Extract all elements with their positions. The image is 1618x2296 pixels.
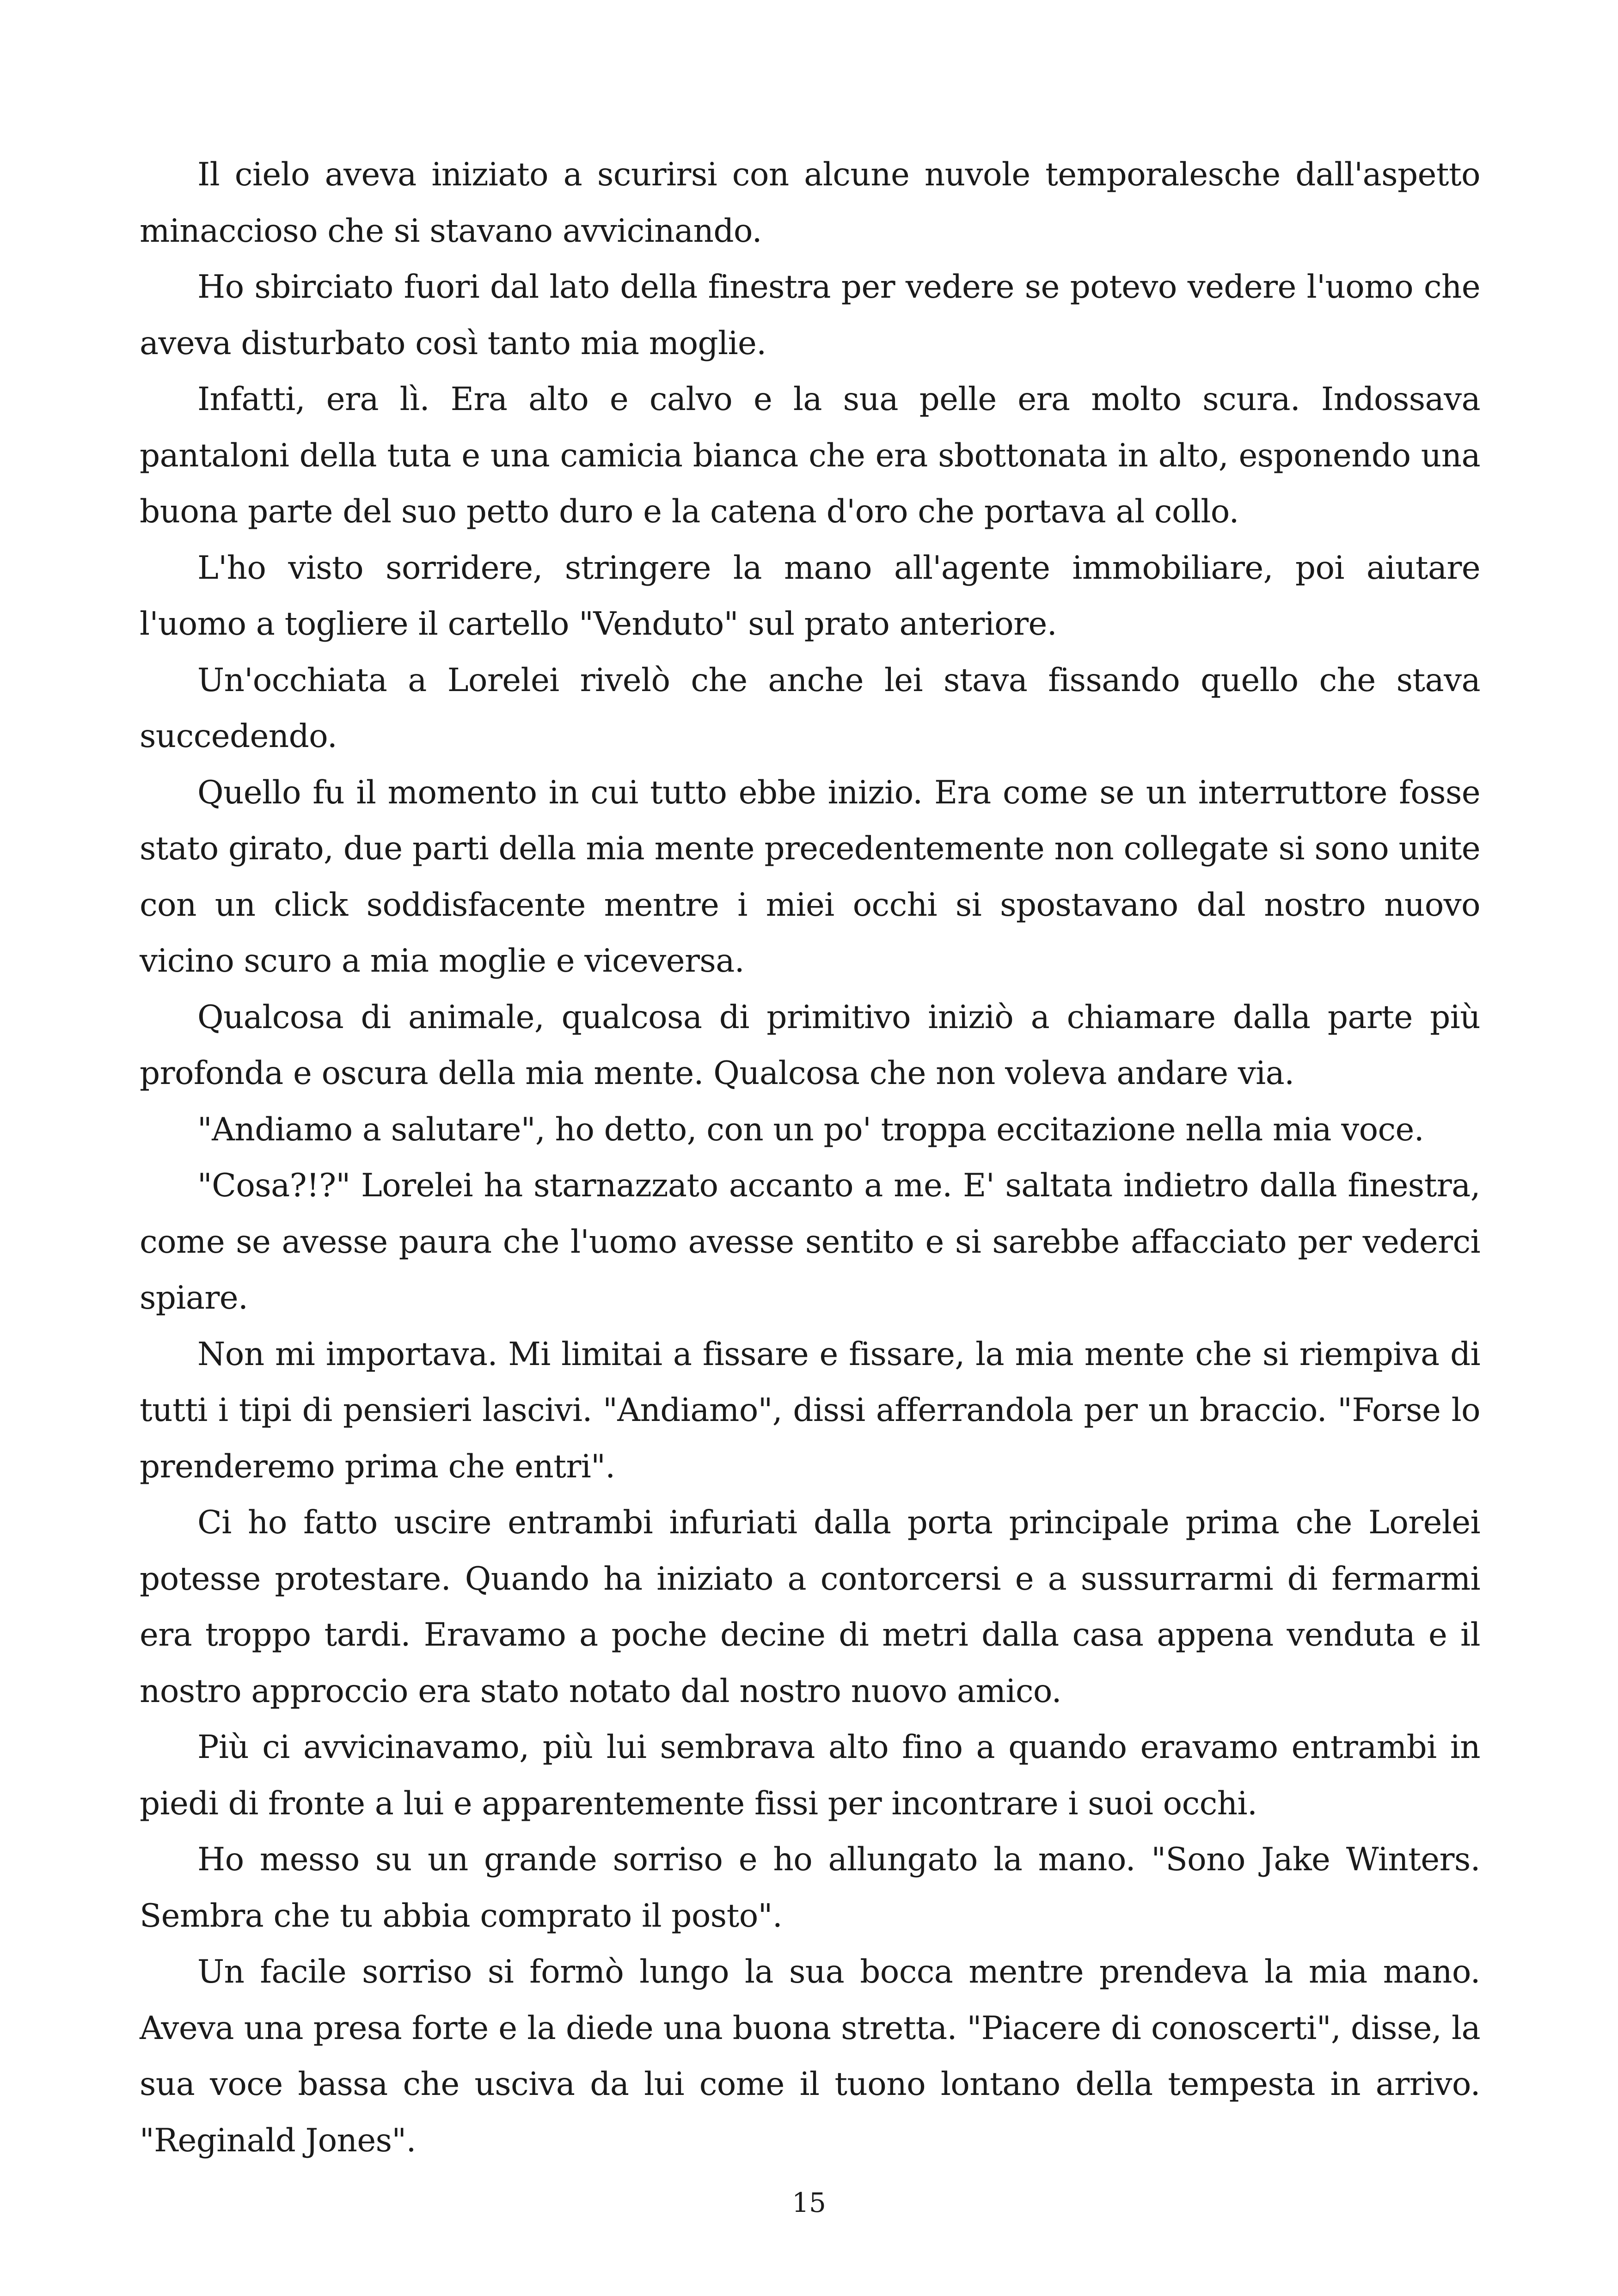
paragraph: "Cosa?!?" Lorelei ha starnazzato accanto a me. E' saltata indietro dalla finestra, come se avesse paura che l'uomo avesse sentito e si sarebbe affacciato per vederci spiare.	[140, 1167, 1480, 1316]
paragraph: Ci ho fatto uscire entrambi infuriati dalla porta principale prima che Lorelei potesse protestare. Quando ha iniziato a contorcersi e a sussurrarmi di fermarmi era troppo tardi. Eravamo a poche decine di metri dalla casa appena venduta e il nostro approccio era stato notato dal nostro nuovo amico.	[140, 1504, 1480, 1710]
paragraph: Quello fu il momento in cui tutto ebbe inizio. Era come se un interruttore fosse stato girato, due parti della mia mente precedentemente non collegate si sono unite con un click soddisfacente mentre i miei occhi si spostavano dal nostro nuovo vicino scuro a mia moglie e viceversa.	[140, 774, 1480, 980]
page-number: 15	[792, 2187, 826, 2218]
paragraph: Un'occhiata a Lorelei rivelò che anche lei stava fissando quello che stava succedendo.	[140, 661, 1480, 755]
paragraph: Qualcosa di animale, qualcosa di primitivo iniziò a chiamare dalla parte più profonda e oscura della mia mente. Qualcosa che non voleva andare via.	[140, 998, 1480, 1092]
paragraph: "Andiamo a salutare", ho detto, con un po' troppa eccitazione nella mia voce.	[197, 1111, 1424, 1148]
paragraph: Il cielo aveva iniziato a scurirsi con alcune nuvole temporalesche dall'aspetto minaccioso che si stavano avvicinando.	[140, 156, 1480, 250]
paragraph: Infatti, era lì. Era alto e calvo e la sua pelle era molto scura. Indossava pantaloni della tuta e una camicia bianca che era sbottonata in alto, esponendo una buona parte del suo petto duro e la catena d'oro che portava al collo.	[140, 381, 1480, 530]
paragraph: Più ci avvicinavamo, più lui sembrava alto fino a quando eravamo entrambi in piedi di fronte a lui e apparentemente fissi per incontrare i suoi occhi.	[140, 1729, 1480, 1822]
paragraph: Un facile sorriso si formò lungo la sua bocca mentre prendeva la mia mano. Aveva una presa forte e la diede una buona stretta. "Piacere di conoscerti", disse, la sua voce bassa che usciva da lui come il tuono lontano della tempesta in arrivo. "Reginald Jones".	[140, 1953, 1480, 2159]
paragraph: Ho messo su un grande sorriso e ho allungato la mano. "Sono Jake Winters. Sembra che tu abbia comprato il posto".	[140, 1841, 1480, 1935]
paragraph: Non mi importava. Mi limitai a fissare e fissare, la mia mente che si riempiva di tutti i tipi di pensieri lascivi. "Andiamo", dissi afferrandola per un braccio. "Forse lo prenderemo prima che entri".	[140, 1335, 1480, 1485]
paragraph: L'ho visto sorridere, stringere la mano all'agente immobiliare, poi aiutare l'uomo a togliere il cartello "Venduto" sul prato anteriore.	[140, 549, 1480, 643]
page-body	[140, 147, 1480, 2169]
paragraph: Ho sbirciato fuori dal lato della finestra per vedere se potevo vedere l'uomo che aveva disturbato così tanto mia moglie.	[140, 269, 1480, 362]
